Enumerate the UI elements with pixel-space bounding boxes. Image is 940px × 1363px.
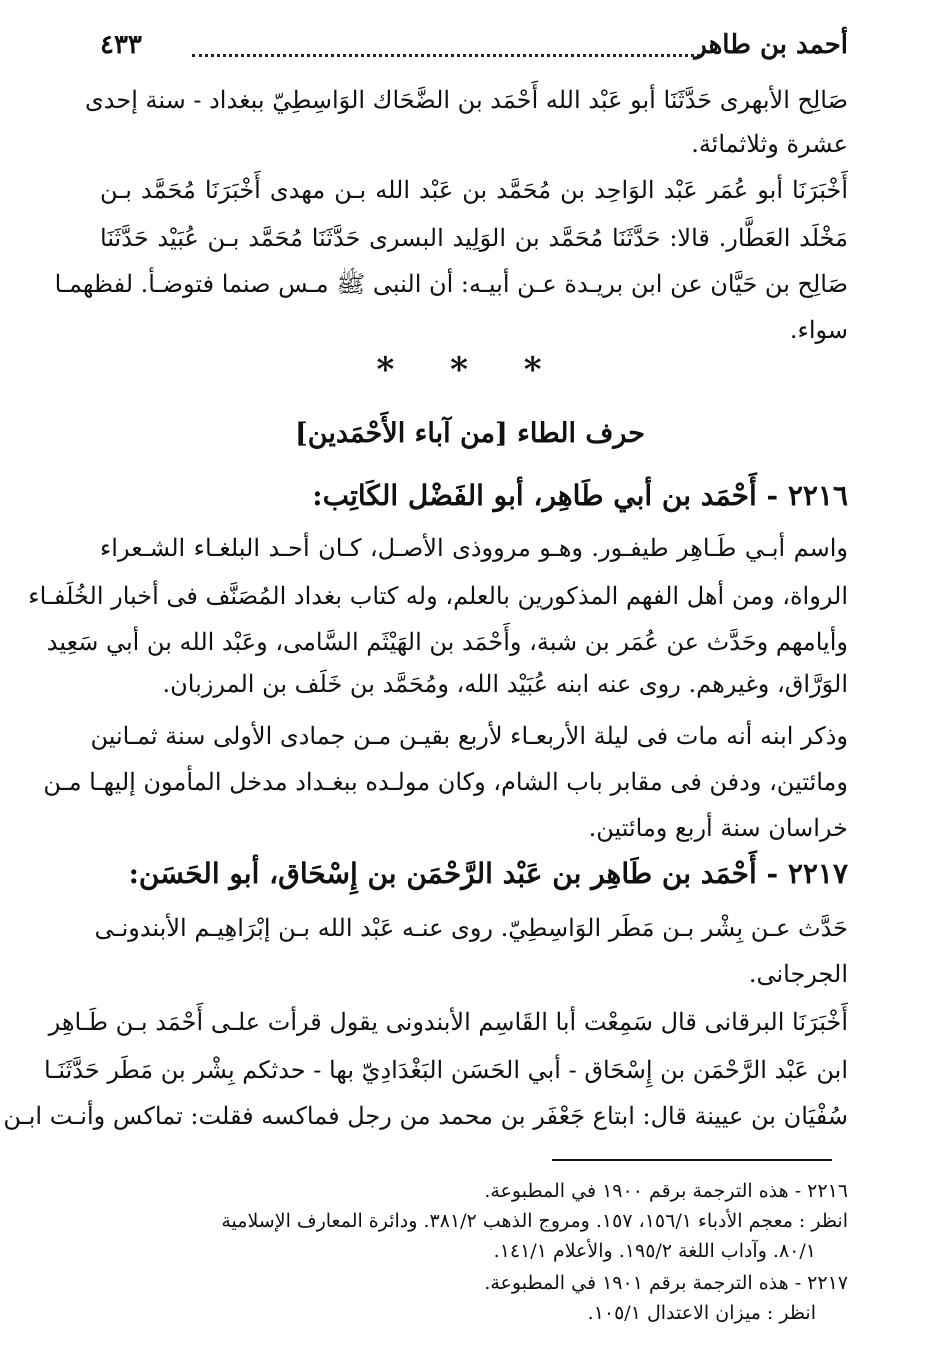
text-line: خراسان سنة أربع ومائتين.: [588, 814, 848, 842]
page-number: ٤٣٣: [100, 30, 142, 60]
text-line: أَخْبَرَنَا أبو عُمَر عَبْد الوَاحِد بن مُحَمَّد بن عَبْد الله بـن مهدى أَخْبَرَنَا مُحَمَّد بـن: [100, 176, 848, 204]
text-line: سواء.: [789, 316, 848, 344]
text-line: الرواة، ومن أهل الفهم المذكورين بالعلم، وله كتاب بغداد المُصَنَّف فى أخبار الخُلَفـاء: [28, 582, 848, 610]
text-line: واسم أبـي طَـاهِر طيفـور. وهـو مرووذى الأصـل، كـان أحـد البلغـاء الشـعراء: [100, 534, 848, 562]
text-line: أَخْبَرَنَا البرقانى قال سَمِعْت أبا القَاسِم الأبندونى يقول قرأت علـى أَحْمَد بـن طَـاهِر: [48, 1008, 848, 1036]
text-line: حَدَّث عـن بِشْر بـن مَطَر الوَاسِطِيّ. روى عنـه عَبْد الله بـن إبْرَاهِيـم الأبندونـى: [94, 914, 848, 942]
footnote-line: انظر : ميزان الاعتدال ١٠٥/١.: [587, 1302, 816, 1324]
entry-heading: ٢٢١٦ - أَحْمَد بن أبي طَاهِر، أبو الفَضْل الكَاتِب:: [312, 479, 848, 512]
text-line: صَالِح بن حَيَّان عن ابن بريـدة عـن أبيـه: أن النبى ﷺ مـس صنما فتوضـأ. لفظهمـا: [54, 270, 848, 298]
running-title: أحمد بن طاهر: [694, 30, 848, 60]
text-line: وأيامهم وحَدَّث عن عُمَر بن شبة، وأَحْمَد بن الهَيْثَم السَّامى، وعَبْد الله بن أبي سَعِيد: [46, 628, 848, 656]
header-dotted-leader: [192, 54, 700, 57]
text-line: الوَرَّاق، وغيرهم. روى عنه ابنه عُبَيْد الله، ومُحَمَّد بن خَلَف بن المرزبان.: [162, 670, 848, 698]
footnote-line: ٢٢١٦ - هذه الترجمة برقم ١٩٠٠ في المطبوعة.: [484, 1180, 848, 1202]
text-line: عشرة وثلاثمائة.: [691, 130, 848, 158]
section-heading: حرف الطاء [من آباء الأَحْمَدين]: [295, 418, 645, 449]
footnote-divider: [552, 1159, 832, 1161]
text-line: الجرجانى.: [748, 960, 848, 988]
page-header: [100, 30, 848, 70]
text-line: ومائتين، ودفن فى مقابر باب الشام، وكان مولـده ببغـداد مدخل المأمون إليهـا مـن: [43, 768, 848, 796]
footnote-line: ٢٢١٧ - هذه الترجمة برقم ١٩٠١ في المطبوعة.: [484, 1272, 848, 1294]
text-line: سُفْيَان بن عيينة قال: ابتاع جَعْفَر بن محمد من رجل فماكسه فقلت: تماكس وأنـت ابـن: [3, 1102, 848, 1130]
text-line: صَالِح الأبهرى حَدَّثَنَا أبو عَبْد الله أَحْمَد بن الضَّحَاك الوَاسِطِيّ ببغداد - سنة إحدى: [85, 86, 848, 114]
text-line: وذكر ابنه أنه مات فى ليلة الأربعـاء لأربع بقيـن مـن جمادى الأولى سنة ثمـانين: [90, 722, 848, 750]
footnote-line: انظر : معجم الأدباء ١٥٦/١، ١٥٧. ومروج الذهب ٣٨١/٢. ودائرة المعارف الإسلامية: [221, 1210, 848, 1232]
text-line: مَخْلَد العَطَّار. قالا: حَدَّثَنَا مُحَمَّد بن الوَلِيد البسرى حَدَّثَنَا مُحَمَّد بـن عُبَيْد حَدَّثَنَا: [100, 224, 848, 252]
entry-heading: ٢٢١٧ - أَحْمَد بن طَاهِر بن عَبْد الرَّحْمَن بن إِسْحَاق، أبو الحَسَن:: [128, 857, 848, 890]
text-line: ابن عَبْد الرَّحْمَن بن إِسْحَاق - أبي الحَسَن البَغْدَادِيّ بها - حدثكم بِشْر بن مَطَر حَدَّثَنَـا: [44, 1056, 848, 1084]
footnote-line: ٨٠/١. وآداب اللغة ١٩٥/٢. والأعلام ١٤١/١.: [493, 1240, 816, 1262]
section-separator: * * *: [376, 350, 564, 390]
